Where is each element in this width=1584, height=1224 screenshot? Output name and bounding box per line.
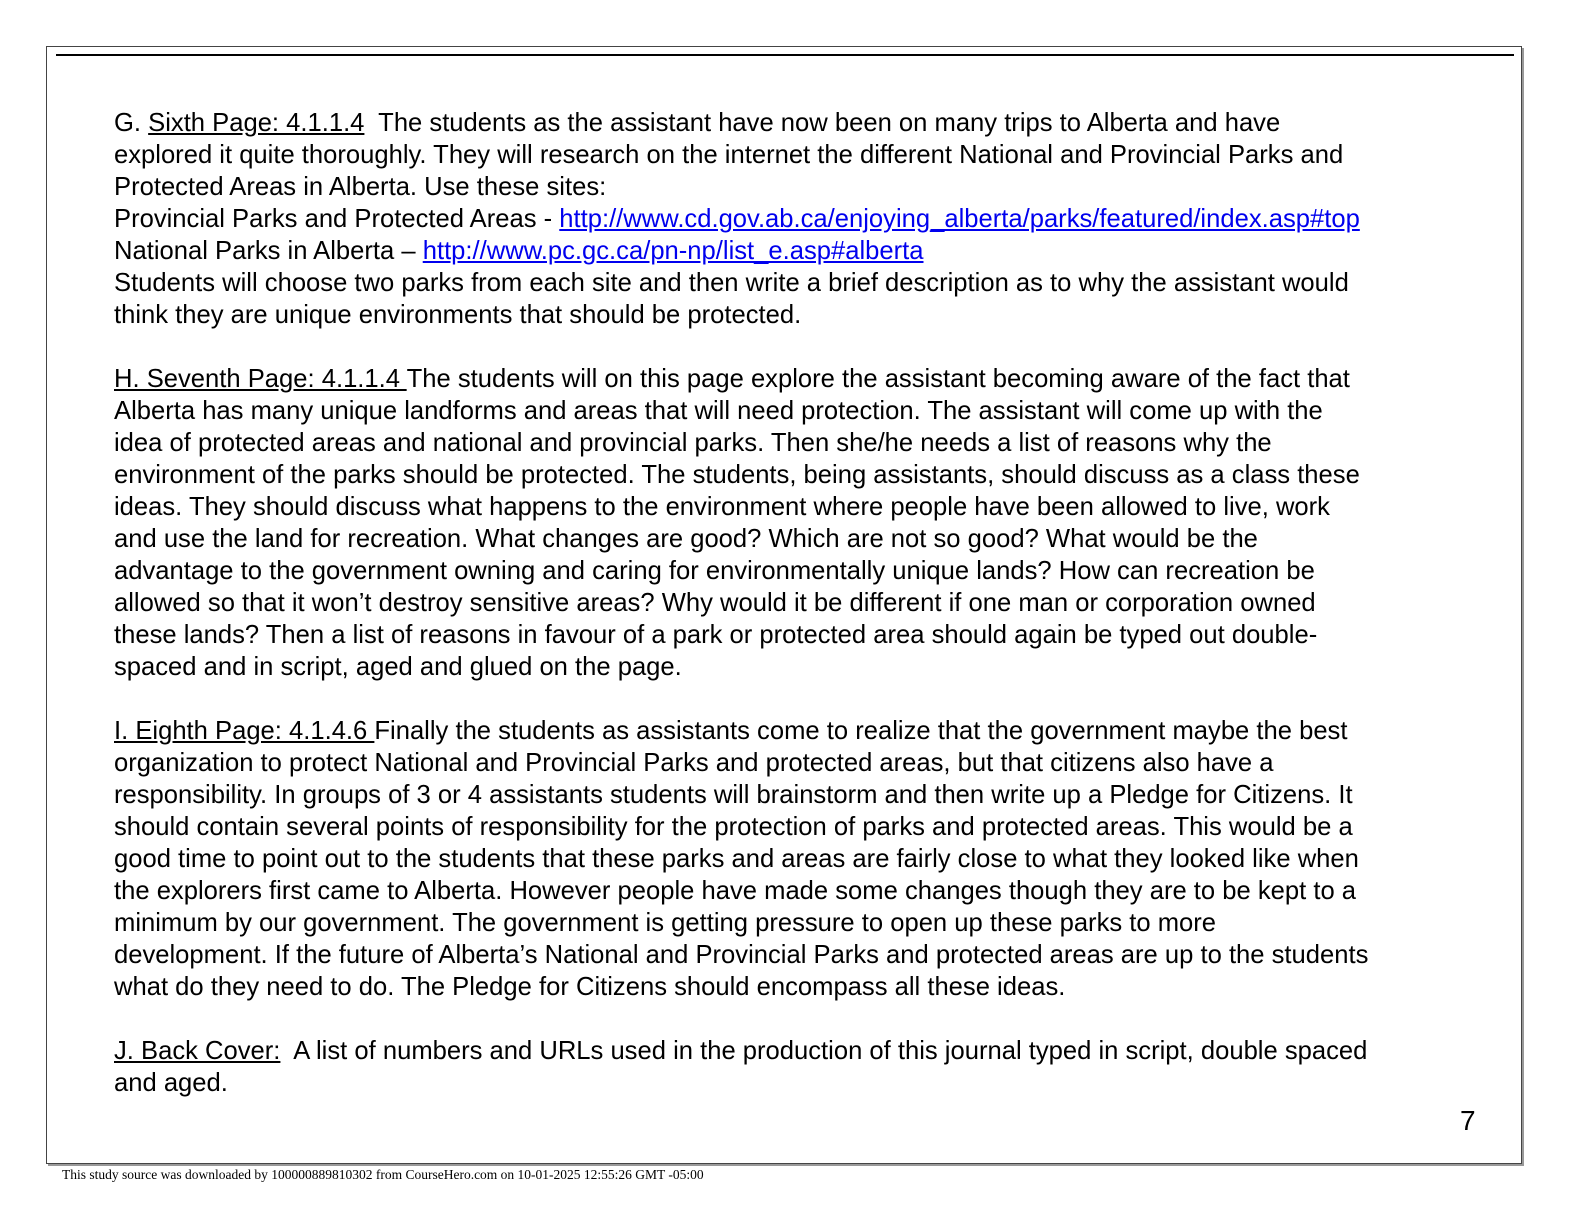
section-i-line-6: the explorers first came to Alberta. However people have made some changes though they are to be kept to a [114, 877, 1357, 905]
section-i [114, 715, 1484, 1003]
section-g-line-3: Protected Areas in Alberta. Use these sites: [114, 173, 607, 201]
section-h-line-7: advantage to the government owning and caring for environmentally unique lands? How can recreation be [114, 557, 1315, 585]
section-j [114, 1035, 1484, 1099]
section-j-heading: J. Back Cover: [114, 1037, 281, 1065]
section-g [114, 107, 1484, 331]
section-h-line-9: these lands? Then a list of reasons in favour of a park or protected area should again be typed out double- [114, 621, 1318, 649]
download-footer: This study source was downloaded by 100000889810302 from CourseHero.com on 10-01-2025 12:55:26 GMT -05:00 [62, 1167, 704, 1182]
section-j-text: A list of numbers and URLs used in the production of this journal typed in script, double spaced [280, 1037, 1368, 1065]
provincial-parks-link[interactable]: http://www.cd.gov.ab.ca/enjoying_alberta/parks/featured/index.asp#top [559, 205, 1360, 233]
section-h-line-3: idea of protected areas and national and provincial parks. Then she/he needs a list of reasons why the [114, 429, 1272, 457]
document-body [114, 107, 1484, 1131]
section-h-line-6: and use the land for recreation. What changes are good? Which are not so good? What would be the [114, 525, 1258, 553]
section-j-line-2: and aged. [114, 1069, 228, 1097]
national-parks-label: National Parks in Alberta – [114, 237, 423, 265]
section-h-line-8: allowed so that it won’t destroy sensitive areas? Why would it be different if one man or corporation owned [114, 589, 1316, 617]
section-i-line-3: responsibility. In groups of 3 or 4 assistants students will brainstorm and then write up a Pledge for Citizens. It [114, 781, 1353, 809]
section-h-line-5: ideas. They should discuss what happens to the environment where people have been allowed to live, work [114, 493, 1330, 521]
section-h-line-10: spaced and in script, aged and glued on the page. [114, 653, 682, 681]
top-rule [56, 54, 1514, 56]
national-parks-site [114, 235, 1484, 267]
page-number: 7 [1460, 1105, 1476, 1136]
section-g-heading: Sixth Page: 4.1.1.4 [148, 109, 365, 137]
provincial-parks-site [114, 203, 1484, 235]
section-h-line-4: environment of the parks should be protected. The students, being assistants, should discuss as a class these [114, 461, 1360, 489]
section-i-heading: I. Eighth Page: 4.1.4.6 [114, 717, 375, 745]
section-j-line-1 [114, 1035, 1484, 1067]
section-i-line-9: what do they need to do. The Pledge for Citizens should encompass all these ideas. [114, 973, 1066, 1001]
section-g-prefix: G. [114, 109, 149, 137]
section-i-line-8: development. If the future of Alberta’s National and Provincial Parks and protected areas are up to the students [114, 941, 1369, 969]
national-parks-link[interactable]: http://www.pc.gc.ca/pn-np/list_e.asp#alberta [422, 237, 924, 265]
section-h-heading: H. Seventh Page: 4.1.1.4 [114, 365, 407, 393]
provincial-parks-label: Provincial Parks and Protected Areas - [114, 205, 560, 233]
section-g-line-6: Students will choose two parks from each site and then write a brief description as to why the assistant would [114, 269, 1349, 297]
section-i-line-1 [114, 715, 1484, 747]
section-h [114, 363, 1484, 683]
section-h-text: The students will on this page explore the assistant becoming aware of the fact that [406, 365, 1350, 393]
section-g-line-7: think they are unique environments that should be protected. [114, 301, 802, 329]
section-i-line-2: organization to protect National and Provincial Parks and protected areas, but that citizens also have a [114, 749, 1274, 777]
section-g-text: The students as the assistant have now been on many trips to Alberta and have [364, 109, 1281, 137]
section-i-line-4: should contain several points of responsibility for the protection of parks and protected areas. This would be a [114, 813, 1353, 841]
section-i-line-7: minimum by our government. The government is getting pressure to open up these parks to more [114, 909, 1217, 937]
section-g-line-1 [114, 107, 1484, 139]
section-i-line-5: good time to point out to the students that these parks and areas are fairly close to what they looked like when [114, 845, 1359, 873]
section-h-line-2: Alberta has many unique landforms and areas that will need protection. The assistant will come up with the [114, 397, 1323, 425]
section-g-line-2: explored it quite thoroughly. They will research on the internet the different National and Provincial Parks and [114, 141, 1344, 169]
section-h-line-1 [114, 363, 1484, 395]
section-i-text: Finally the students as assistants come to realize that the government maybe the best [374, 717, 1348, 745]
